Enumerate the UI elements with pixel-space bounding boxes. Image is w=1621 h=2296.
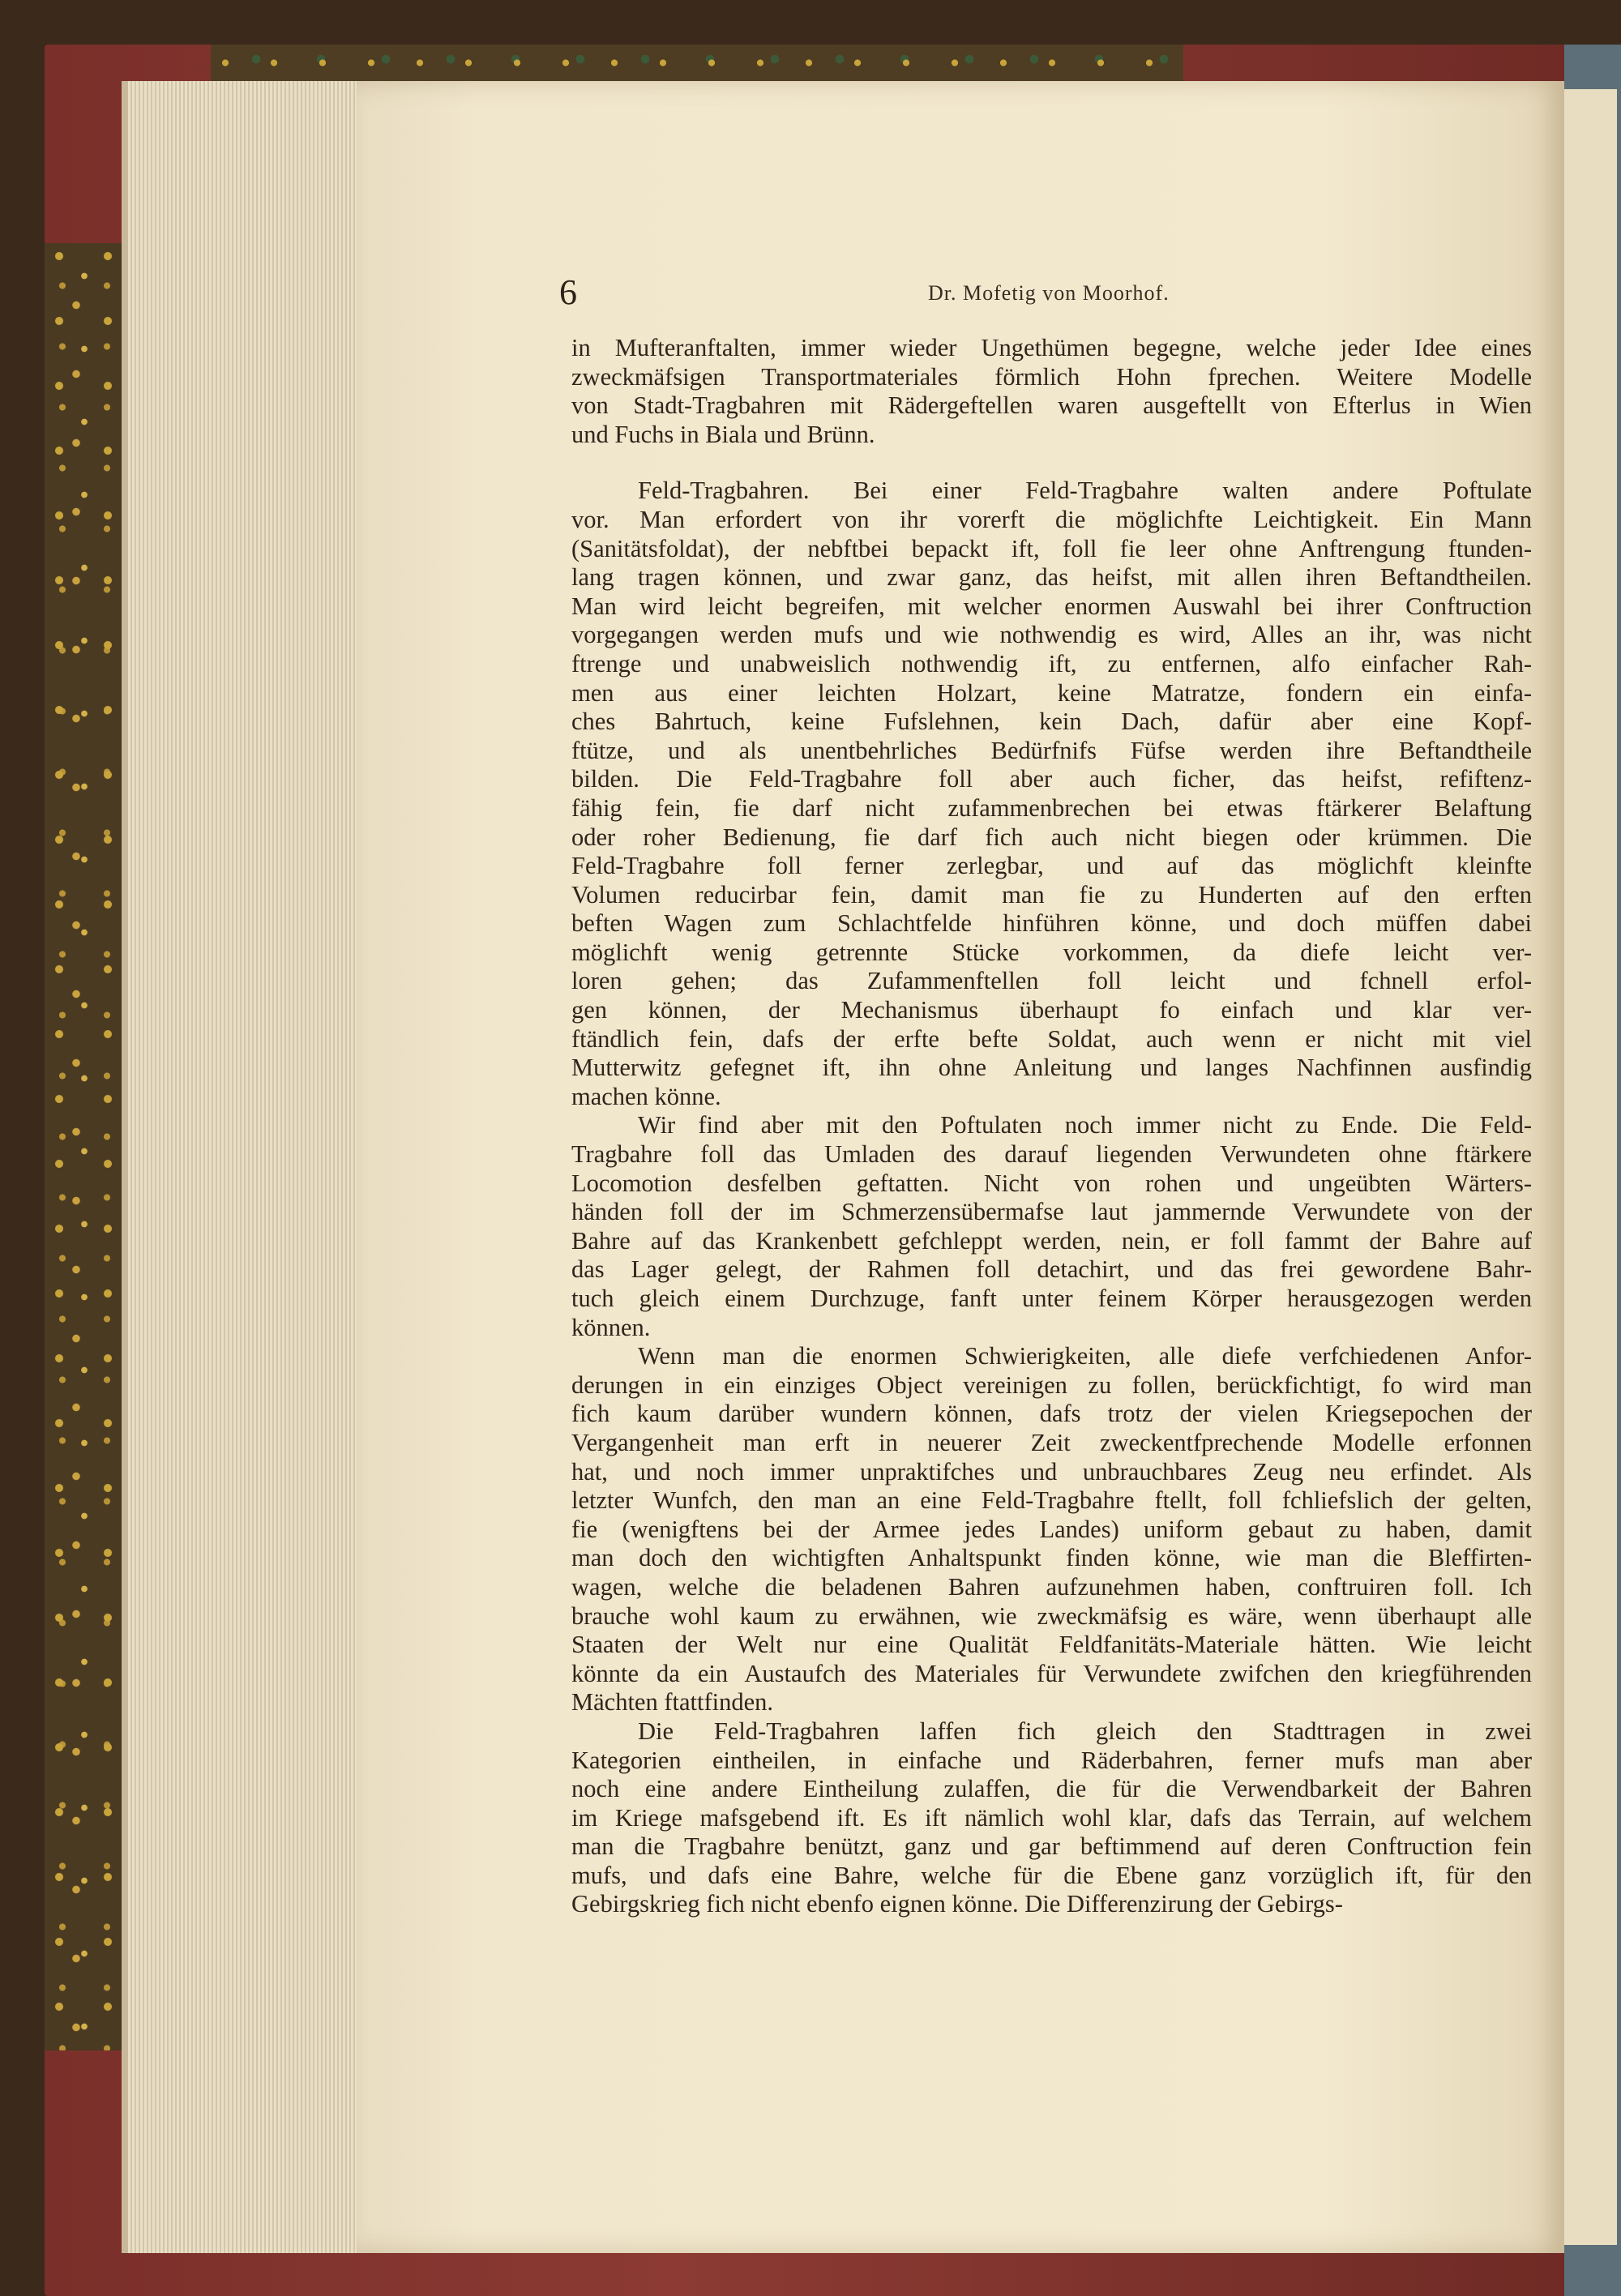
text-line: hat, und noch immer unpraktifches und unbrauchbares Zeug neu erfindet. Als <box>571 1457 1532 1486</box>
paragraph <box>571 1111 1532 1342</box>
running-head: Dr. Mofetig von Moorhof. <box>928 281 1170 305</box>
text-line: Die Feld-Tragbahren laffen fich gleich den Stadttragen in zwei <box>638 1717 1532 1745</box>
text-line: bilden. Die Feld-Tragbahre foll aber auch ficher, das heifst, refiftenz- <box>571 765 1532 793</box>
paragraph <box>571 334 1532 449</box>
text-line: zweckmäfsigen Transportmateriales förmlich Hohn fprechen. Weitere Modelle <box>571 362 1532 391</box>
text-line: Bahre auf das Krankenbett gefchleppt werden, nein, er foll fammt der Bahre auf <box>571 1226 1532 1255</box>
text-line: Volumen reducirbar fein, damit man fie zu Hunderten auf den erften <box>571 880 1532 909</box>
text-line: Vergangenheit man erft in neuerer Zeit zweckentfprechende Modelle erfonnen <box>571 1428 1532 1456</box>
text-line: fie (wenigftens bei der Armee jedes Landes) uniform gebaut zu haben, damit <box>571 1515 1532 1543</box>
text-line: loren gehen; das Zufammenftellen foll leicht und fchnell erfol- <box>571 967 1532 995</box>
text-line: wagen, welche die beladenen Bahren aufzunehmen haben, conftruiren foll. Ich <box>571 1572 1532 1601</box>
text-line: Man wird leicht begreifen, mit welcher enormen Auswahl bei ihrer Conftruction <box>571 592 1532 620</box>
text-line: ftütze, und als unentbehrliches Bedürfnifs Füfse werden ihre Beftandtheile <box>571 736 1532 764</box>
body-text <box>571 334 1532 1919</box>
paragraph <box>571 1717 1532 1919</box>
page-header <box>559 272 1532 320</box>
text-line: vorgegangen werden mufs und wie nothwendig es wird, Alles an ihr, was nicht <box>571 621 1532 649</box>
text-line: und Fuchs in Biala und Brünn. <box>571 420 875 448</box>
text-line: gen können, der Mechanismus überhaupt fo einfach und klar ver- <box>571 996 1532 1024</box>
text-line: möglichft wenig getrennte Stücke vorkommen, da diefe leicht ver- <box>571 938 1532 966</box>
text-line: ftrenge und unabweislich nothwendig ift, zu entfernen, alfo einfacher Rah- <box>571 649 1532 678</box>
text-line: könnte da ein Austaufch des Materiales für Verwundete zwifchen den kriegführenden <box>571 1659 1532 1687</box>
text-line: mufs, und dafs eine Bahre, welche für die Ebene ganz vorzüglich ift, für den <box>571 1861 1532 1889</box>
paragraph <box>571 1342 1532 1717</box>
text-line: derungen in ein einziges Object vereinigen zu follen, berückfichtigt, fo wird man <box>571 1370 1532 1399</box>
text-line: lang tragen können, und zwar ganz, das heifst, mit allen ihren Beftandtheilen. <box>571 563 1532 592</box>
text-line: ftändlich fein, dafs der erfte befte Soldat, auch wenn er nicht mit viel <box>571 1024 1532 1053</box>
paragraph-gap <box>571 449 1532 477</box>
text-line: von Stadt-Tragbahren mit Rädergeftellen waren ausgeftellt von Efterlus in Wien <box>571 391 1532 420</box>
text-line: oder roher Bedienung, fie darf fich auch nicht biegen oder krümmen. Die <box>571 823 1532 851</box>
text-line: im Kriege mafsgebend ift. Es ift nämlich wohl klar, dafs das Terrain, auf welchem <box>571 1803 1532 1832</box>
text-line: Mächten ftattfinden. <box>571 1688 773 1717</box>
text-line: brauche wohl kaum zu erwähnen, wie zweckmäfsig es wäre, wenn überhaupt alle <box>571 1601 1532 1630</box>
text-line: ches Bahrtuch, keine Fufslehnen, kein Dach, dafür aber eine Kopf- <box>571 708 1532 736</box>
facing-page-edge <box>1564 89 1617 2245</box>
page-number: 6 <box>559 272 577 312</box>
marbled-edge-top <box>211 45 1183 81</box>
text-line: das Lager gelegt, der Rahmen foll detachirt, und das frei gewordene Bahr- <box>571 1255 1532 1284</box>
text-line: Gebirgskrieg fich nicht ebenfo eignen könne. Die Differenzirung der Gebirgs- <box>571 1890 1343 1918</box>
text-line: fich kaum darüber wundern können, dafs trotz der vielen Kriegsepochen der <box>571 1400 1532 1428</box>
text-line: händen foll der im Schmerzensübermafse laut jammernde Verwundete von der <box>571 1198 1532 1226</box>
text-line: man die Tragbahre benützt, ganz und gar beftimmend auf deren Conftruction fein <box>571 1832 1532 1861</box>
text-line: Feld-Tragbahre foll ferner zerlegbar, und auf das möglichft kleinfte <box>571 852 1532 880</box>
text-line: man doch den wichtigften Anhaltspunkt finden könne, wie man die Bleffirten- <box>571 1544 1532 1572</box>
text-line: fähig fein, fie darf nicht zufammenbrechen bei etwas ftärkerer Belaftung <box>571 793 1532 822</box>
text-line: Wenn man die enormen Schwierigkeiten, alle diefe verfchiedenen Anfor- <box>638 1342 1532 1370</box>
text-line: noch eine andere Eintheilung zulaffen, die für die Verwendbarkeit der Bahren <box>571 1775 1532 1803</box>
text-line: beften Wagen zum Schlachtfelde hinführen könne, und doch müffen dabei <box>571 909 1532 938</box>
text-line: tuch gleich einem Durchzuge, fanft unter feinem Körper herausgezogen werden <box>571 1285 1532 1312</box>
text-line: men aus einer leichten Holzart, keine Matratze, fondern ein einfa- <box>571 678 1532 707</box>
text-line: Kategorien eintheilen, in einfache und Räderbahren, ferner mufs man aber <box>571 1746 1532 1774</box>
paragraph <box>571 477 1532 1111</box>
text-line: Feld-Tragbahren. Bei einer Feld-Tragbahre walten andere Poftulate <box>638 477 1532 505</box>
text-line: (Sanitätsfoldat), der nebftbei bepackt ift, foll fie leer ohne Anftrengung ftunden- <box>571 534 1532 562</box>
text-line: Wir find aber mit den Poftulaten noch immer nicht zu Ende. Die Feld- <box>638 1111 1532 1139</box>
text-line: Tragbahre foll das Umladen des darauf liegenden Verwundeten ohne ftärkere <box>571 1140 1532 1169</box>
text-line: in Mufteranftalten, immer wieder Ungethümen begegne, welche jeder Idee eines <box>571 334 1532 361</box>
text-line: können. <box>571 1313 651 1341</box>
text-line: Mutterwitz gefegnet ift, ihn ohne Anleitung und langes Nachfinnen ausfindig <box>571 1054 1532 1082</box>
marbled-endpaper <box>45 243 122 2050</box>
text-line: vor. Man erfordert von ihr vorerft die möglichfte Leichtigkeit. Ein Mann <box>571 505 1532 533</box>
text-line: letzter Wunfch, den man an eine Feld-Tragbahre ftellt, foll fchliefslich der gelten, <box>571 1486 1532 1515</box>
text-line: Locomotion desfelben geftatten. Nicht von rohen und ungeübten Wärters- <box>571 1169 1532 1197</box>
text-line: machen könne. <box>571 1082 721 1110</box>
page-block-edges <box>122 81 371 2253</box>
text-line: Staaten der Welt nur eine Qualität Feldfanitäts-Materiale hätten. Wie leicht <box>571 1631 1532 1659</box>
